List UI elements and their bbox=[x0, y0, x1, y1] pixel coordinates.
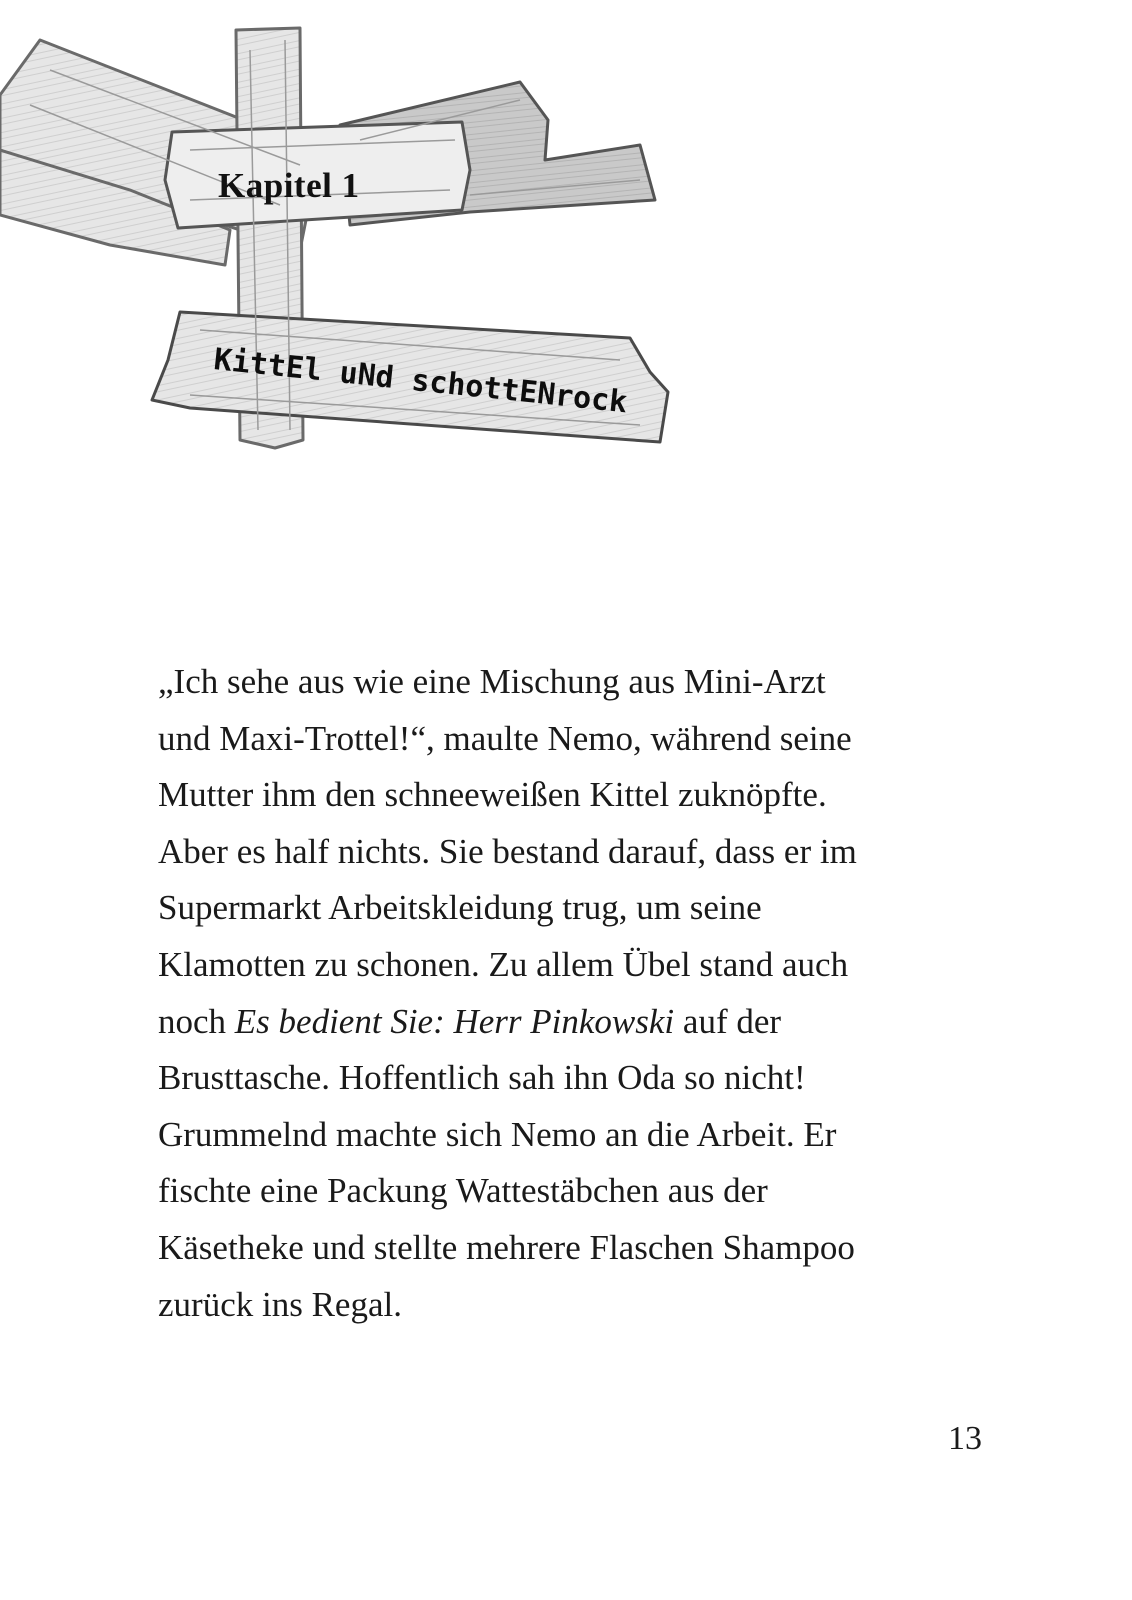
text-line: zurück ins Regal. bbox=[158, 1284, 402, 1324]
chapter-label: Kapitel 1 bbox=[218, 166, 360, 205]
text-line: Käsetheke und stellte mehrere Flaschen Shampoo bbox=[158, 1227, 855, 1267]
text-line: Grummelnd machte sich Nemo an die Arbeit. Er bbox=[158, 1114, 837, 1154]
text-line: und Maxi-Trottel!“, maulte Nemo, während seine bbox=[158, 718, 852, 758]
text-line bbox=[158, 994, 978, 1051]
text-line: Mutter ihm den schneeweißen Kittel zuknöpfte. bbox=[158, 775, 827, 815]
italic-sign-text: Es bedient Sie: Herr Pinkowski bbox=[234, 1001, 675, 1041]
text-line: fischte eine Packung Wattestäbchen aus der bbox=[158, 1171, 768, 1211]
text-line: „Ich sehe aus wie eine Mischung aus Mini-Arzt bbox=[158, 662, 826, 701]
body-text bbox=[158, 654, 978, 1333]
text-line: Supermarkt Arbeitskleidung trug, um seine bbox=[158, 888, 762, 928]
text-line: Aber es half nichts. Sie bestand darauf, dass er im bbox=[158, 831, 857, 871]
page-number: 13 bbox=[948, 1420, 982, 1457]
text-line: Klamotten zu schonen. Zu allem Übel stand auch bbox=[158, 944, 849, 984]
text-line-suffix: auf der bbox=[674, 1001, 782, 1041]
chapter-title: KittEl uNd schottENrock bbox=[212, 342, 629, 421]
text-line-prefix: noch bbox=[158, 1001, 235, 1041]
text-line: Brusttasche. Hoffentlich sah ihn Oda so nicht! bbox=[158, 1058, 806, 1098]
